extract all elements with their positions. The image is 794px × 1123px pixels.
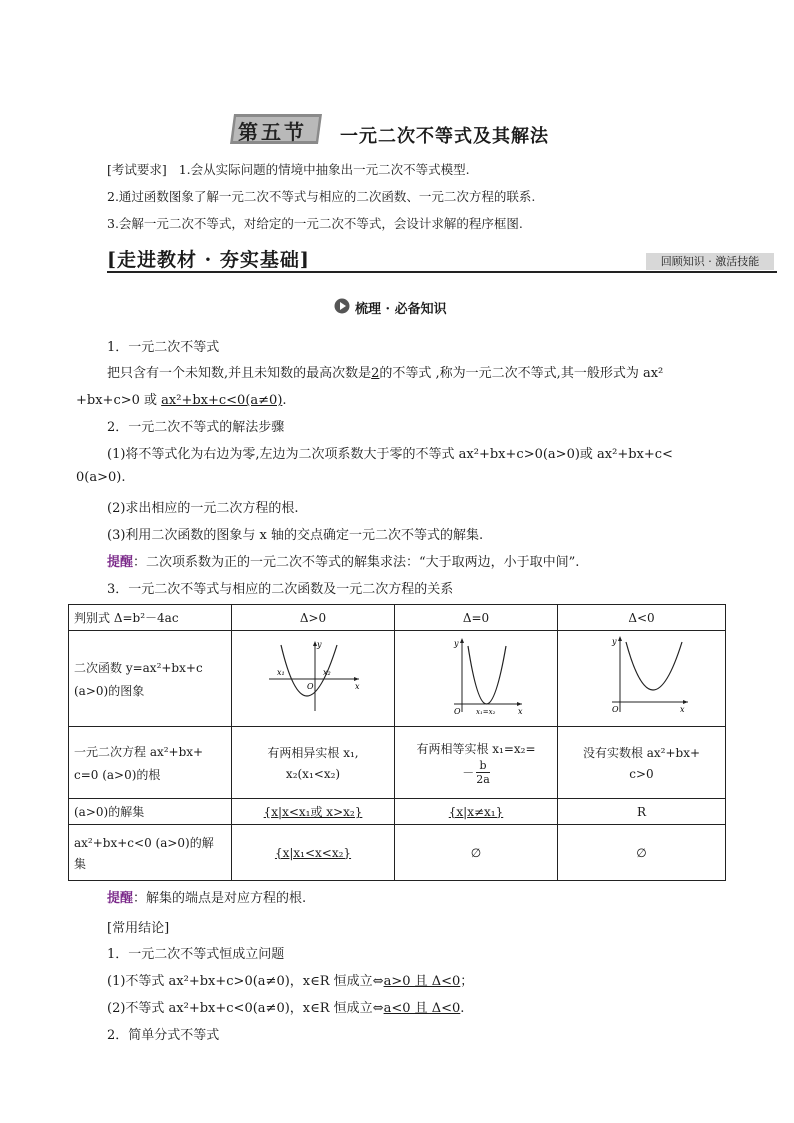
- text: 没有实数根 ax²+bx+: [582, 746, 701, 760]
- table-row: [69, 825, 726, 881]
- paragraph-line: [107, 362, 663, 381]
- text: x₂(x₁<x₂): [285, 767, 341, 781]
- text: ：二次项系数为正的一元二次不等式的解集求法：“大于取两边，小于取中间”.: [133, 555, 580, 570]
- table-cell: [558, 631, 726, 727]
- table-cell: [69, 631, 232, 727]
- requirement-item: 2.通过函数图象了解一元二次不等式与相应的二次函数、一元二次方程的联系.: [107, 189, 536, 204]
- section-badge-text: 第五节: [238, 120, 307, 144]
- answer-blank: a<0 且 Δ<0: [383, 1001, 461, 1016]
- text: c=0 (a>0)的根: [74, 767, 161, 782]
- root-label: x₂: [323, 668, 331, 677]
- text: －: [462, 765, 475, 780]
- subheading: 梳理 · 必备知识: [355, 302, 447, 317]
- text: 的不等式 ,称为一元二次不等式,其一般形式为 ax²: [379, 366, 664, 381]
- text: c>0: [629, 767, 654, 781]
- table-cell: [69, 825, 232, 881]
- table-cell: ∅: [395, 825, 558, 881]
- section-tag: 回顾知识 · 激活技能: [646, 253, 774, 270]
- text: 集: [74, 856, 87, 871]
- text: 二次函数 y=ax²+bx+c: [74, 660, 203, 675]
- graph-one-root: [426, 634, 526, 720]
- table-cell: Δ=0: [395, 605, 558, 631]
- page-title: 一元二次不等式及其解法: [340, 126, 549, 147]
- table-cell: [395, 631, 558, 727]
- section-divider: [107, 271, 777, 273]
- fraction: [476, 759, 490, 786]
- root-label: x₁: [277, 668, 285, 677]
- item-title: 3．一元二次不等式与相应的二次函数及一元二次方程的关系: [107, 582, 454, 597]
- axis-label: y: [611, 637, 617, 646]
- item-title: 1．一元二次不等式: [107, 340, 220, 355]
- reminder-line: [107, 887, 306, 906]
- graph-no-root: [592, 634, 692, 720]
- item-title: 1．一元二次不等式恒成立问题: [107, 947, 285, 962]
- text: .: [460, 1001, 465, 1016]
- play-icon: [334, 298, 350, 314]
- paragraph-line: [107, 970, 473, 989]
- answer-blank: a>0 且 Δ<0: [383, 974, 461, 989]
- origin-label: O: [611, 705, 619, 714]
- common-conclusions-label: [常用结论]: [107, 921, 170, 936]
- paragraph-line: (2)求出相应的一元二次方程的根.: [107, 501, 299, 516]
- origin-label: O: [454, 707, 461, 716]
- graph-two-roots: [263, 637, 363, 717]
- origin-label: O: [307, 682, 314, 691]
- requirement-item: 1.会从实际问题的情境中抽象出一元二次不等式模型.: [178, 162, 470, 177]
- requirements-line-1: [107, 160, 470, 178]
- text: ：解集的端点是对应方程的根.: [133, 891, 307, 906]
- table-cell: {x|x≠x₁}: [395, 799, 558, 825]
- axis-label: y: [454, 639, 459, 648]
- relation-table: [68, 604, 726, 881]
- text: 把只含有一个未知数,并且未知数的最高次数是: [107, 366, 372, 381]
- table-row: [69, 799, 726, 825]
- reminder-label: 提醒: [107, 555, 134, 570]
- text: (1)不等式 ax²+bx+c>0(a≠0)，x∈R 恒成立⇔: [107, 974, 384, 989]
- table-row: [69, 605, 726, 631]
- table-row: [69, 631, 726, 727]
- text: 有两相异实根 x₁,: [267, 746, 359, 760]
- table-cell: 判别式 Δ=b²－4ac: [69, 605, 232, 631]
- table-row: [69, 727, 726, 799]
- paragraph-line: (3)利用二次函数的图象与 x 轴的交点确定一元二次不等式的解集.: [107, 528, 484, 543]
- table-cell: [232, 631, 395, 727]
- numerator: b: [476, 759, 489, 773]
- paragraph-line: [107, 997, 464, 1016]
- paragraph-line: 0(a>0).: [76, 470, 126, 485]
- axis-label: x: [679, 705, 685, 714]
- item-title: 2．一元二次不等式的解法步骤: [107, 420, 285, 435]
- text: ax²+bx+c<0 (a>0)的解: [74, 835, 214, 850]
- text: (2)不等式 ax²+bx+c<0(a≠0)，x∈R 恒成立⇔: [107, 1001, 384, 1016]
- table-cell: [395, 727, 558, 799]
- answer-blank: ax²+bx+c<0(a≠0): [161, 393, 283, 408]
- requirement-item: 3.会解一元二次不等式，对给定的一元二次不等式，会设计求解的程序框图.: [107, 216, 523, 231]
- text: 一元二次方程 ax²+bx+: [74, 744, 204, 759]
- table-cell: Δ<0: [558, 605, 726, 631]
- item-title: 2．简单分式不等式: [107, 1028, 220, 1043]
- answer-blank: 2: [371, 366, 380, 381]
- table-cell: ∅: [558, 825, 726, 881]
- reminder-label: 提醒: [107, 891, 134, 906]
- table-cell: (a>0)的解集: [69, 799, 232, 825]
- table-cell: {x|x<x₁或 x>x₂}: [232, 799, 395, 825]
- axis-label: x: [355, 682, 360, 691]
- text: (a>0)的图象: [74, 683, 145, 698]
- denominator: 2a: [476, 772, 490, 786]
- text: ；: [460, 974, 474, 989]
- table-cell: R: [558, 799, 726, 825]
- axis-label: y: [317, 640, 322, 649]
- reminder-line: [107, 551, 579, 570]
- root-label: x₁=x₂: [476, 708, 496, 716]
- text: +bx+c>0 或: [76, 393, 162, 408]
- table-cell: Δ>0: [232, 605, 395, 631]
- axis-label: x: [518, 707, 523, 716]
- requirements-label: [考试要求]: [107, 162, 167, 177]
- fraction-expression: [462, 759, 490, 786]
- paragraph-line: (1)将不等式化为右边为零,左边为二次项系数大于零的不等式 ax²+bx+c>0(a>0)或 ax²+bx+c<: [107, 447, 673, 462]
- table-cell: [558, 727, 726, 799]
- table-cell: [232, 727, 395, 799]
- table-cell: {x|x₁<x<x₂}: [232, 825, 395, 881]
- section-heading: [走进教材 · 夯实基础]: [107, 249, 310, 271]
- table-cell: [69, 727, 232, 799]
- paragraph-line: [76, 389, 287, 408]
- text: 有两相等实根 x₁=x₂=: [416, 741, 536, 756]
- text: .: [282, 393, 287, 408]
